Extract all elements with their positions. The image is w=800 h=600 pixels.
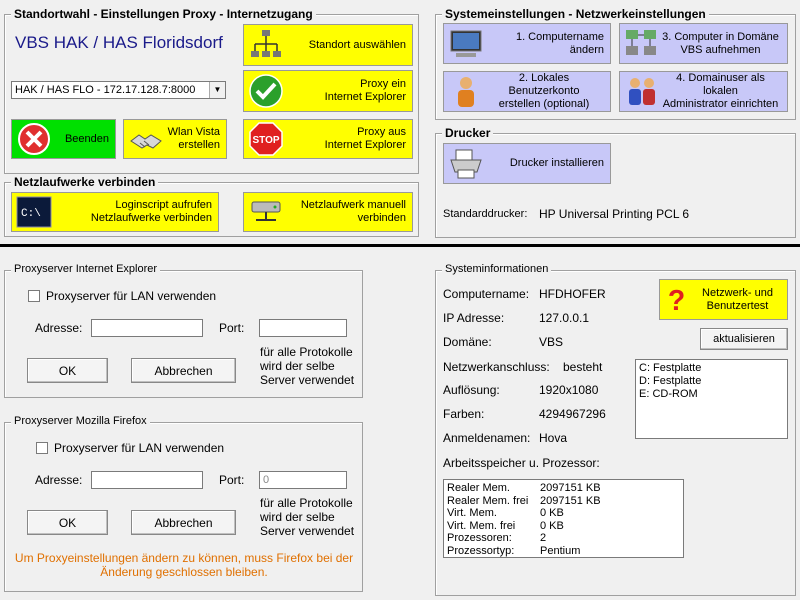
domaene-button[interactable] [619, 23, 788, 64]
computer-icon [448, 26, 484, 62]
loginscript-button[interactable] [11, 192, 219, 232]
ie-adresse-input[interactable] [91, 319, 203, 337]
ie-proxy-checkbox[interactable] [28, 290, 40, 302]
close-icon [16, 121, 52, 157]
standort-button[interactable] [243, 24, 413, 66]
memory-row: Virt. Mem. frei 0 KB [447, 519, 564, 532]
computername-label: 1. Computername ändern [515, 30, 604, 56]
standarddrucker-label: Standarddrucker: [443, 208, 528, 220]
ie-proxy-title: Proxyserver Internet Explorer [11, 263, 160, 275]
ff-cancel-button[interactable]: Abbrechen [131, 510, 236, 535]
netzwerktest-button[interactable] [659, 279, 788, 320]
svg-text:?: ? [667, 284, 686, 317]
standort-label: Standort auswählen [308, 38, 406, 51]
drives-list[interactable] [635, 359, 788, 439]
ie-port-label: Port: [219, 321, 245, 335]
proxy-aus-label: Proxy aus Internet Explorer [324, 126, 406, 151]
ff-ok-button[interactable]: OK [27, 510, 108, 535]
domaene-label: 3. Computer in Domäne VBS aufnehmen [662, 30, 779, 56]
sysinfo-title: Systeminformationen [442, 263, 551, 275]
anmelde-value: Hova [539, 431, 568, 445]
list-item[interactable]: E: CD-ROM [639, 388, 698, 400]
proxy-aus-button[interactable] [243, 119, 413, 159]
ie-port-input[interactable] [259, 319, 347, 337]
ff-note: für alle Protokolle wird der selbe Server verwendet [260, 496, 355, 538]
farben-label: Farben: [443, 407, 485, 421]
netzwerk-value: besteht [563, 360, 603, 374]
domaene-info-label: Domäne: [443, 335, 492, 349]
school-name: VBS HAK / HAS Floridsdorf [15, 33, 223, 52]
memory-row: Prozessortyp: Pentium [447, 544, 581, 557]
list-item[interactable]: C: Festplatte [639, 362, 702, 374]
ff-proxy-checkbox-label: Proxyserver für LAN verwenden [54, 441, 225, 455]
ff-port-input[interactable]: 0 [259, 471, 347, 489]
list-item[interactable]: D: Festplatte [639, 375, 702, 387]
wlan-button[interactable] [123, 119, 227, 159]
svg-text:STOP: STOP [252, 135, 280, 146]
location-select-value: HAK / HAS FLO - 172.17.128.7:8000 [15, 84, 196, 96]
beenden-button[interactable] [11, 119, 116, 159]
ff-adresse-input[interactable] [91, 471, 203, 489]
proxy-ein-label: Proxy ein Internet Explorer [324, 78, 406, 103]
netzlaufwerk-label: Netzlaufwerk manuell verbinden [300, 199, 406, 224]
checkmark-icon [248, 73, 284, 109]
lokales-konto-label: 2. Lokales Benutzerkonto erstellen (optional) [498, 72, 590, 110]
drucker-install-button[interactable] [443, 143, 611, 184]
computername-button[interactable] [443, 23, 611, 64]
ff-proxy-checkbox[interactable] [36, 442, 48, 454]
divider [0, 244, 800, 247]
standort-title: Standortwahl - Einstellungen Proxy - Internetzugang [11, 7, 316, 21]
network-tree-icon [248, 27, 284, 63]
ie-ok-button[interactable]: OK [27, 358, 108, 383]
proxy-ein-button[interactable] [243, 70, 413, 112]
domainuser-label: 4. Domainuser als lokalen Administrator einrichten [662, 72, 779, 110]
standarddrucker-value: HP Universal Printing PCL 6 [539, 207, 690, 221]
arbeitsspeicher-label: Arbeitsspeicher u. Prozessor: [443, 456, 600, 470]
ie-adresse-label: Adresse: [35, 321, 83, 335]
ip-label: IP Adresse: [443, 311, 505, 325]
svg-text:C:\: C:\ [21, 208, 41, 220]
wlan-label: Wlan Vista erstellen [167, 126, 220, 151]
ip-value: 127.0.0.1 [539, 311, 590, 325]
user-icon [448, 74, 484, 110]
aufloesung-value: 1920x1080 [539, 383, 599, 397]
drucker-title: Drucker [442, 126, 493, 140]
ff-port-label: Port: [219, 473, 245, 487]
printer-icon [448, 146, 484, 182]
loginscript-label: Loginscript aufrufen Netzlaufwerke verbinden [90, 199, 212, 224]
system-title: Systemeinstellungen - Netzwerkeinstellungen [442, 7, 709, 21]
refresh-button[interactable]: aktualisieren [700, 328, 788, 350]
ff-proxy-title: Proxyserver Mozilla Firefox [11, 415, 150, 427]
netzwerktest-label: Netzwerk- und Benutzertest [702, 286, 773, 312]
users-group-icon [624, 74, 660, 110]
memory-list [443, 479, 684, 558]
handshake-icon [128, 121, 164, 157]
network-drive-icon [248, 194, 284, 230]
aufloesung-label: Auflösung: [443, 383, 500, 397]
netz-title: Netzlaufwerke verbinden [11, 175, 158, 189]
ff-adresse-label: Adresse: [35, 473, 83, 487]
memory-row: Prozessoren: 2 [447, 532, 547, 544]
netzlaufwerk-button[interactable] [243, 192, 413, 232]
memory-row: Realer Mem. frei 2097151 KB [447, 494, 601, 507]
memory-row: Virt. Mem. 0 KB [447, 507, 564, 519]
domaene-info-value: VBS [539, 335, 564, 349]
drucker-install-label: Drucker installieren [509, 157, 604, 169]
ie-note: für alle Protokolle wird der selbe Server verwendet [260, 345, 355, 387]
netzwerk-label: Netzwerkanschluss: [443, 360, 550, 374]
location-select[interactable] [11, 81, 226, 99]
domainuser-button[interactable] [619, 71, 788, 112]
computername-info-label: Computername: [443, 287, 530, 301]
beenden-label: Beenden [64, 132, 109, 145]
memory-row: Realer Mem. 2097151 KB [447, 482, 601, 494]
ie-proxy-checkbox-label: Proxyserver für LAN verwenden [46, 289, 217, 303]
chevron-down-icon[interactable]: ▼ [209, 82, 225, 98]
stop-icon [248, 121, 284, 157]
farben-value: 4294967296 [539, 407, 606, 421]
ie-cancel-button[interactable]: Abbrechen [131, 358, 236, 383]
anmelde-label: Anmeldenamen: [443, 431, 531, 445]
question-icon [664, 283, 694, 317]
lokales-konto-button[interactable] [443, 71, 611, 112]
terminal-icon [16, 194, 52, 230]
ff-warning: Um Proxyeinstellungen ändern zu können, muss Firefox bei der Änderung geschlossen bleiben. [14, 551, 354, 579]
domain-network-icon [624, 26, 660, 62]
computername-info-value: HFDHOFER [539, 287, 606, 301]
